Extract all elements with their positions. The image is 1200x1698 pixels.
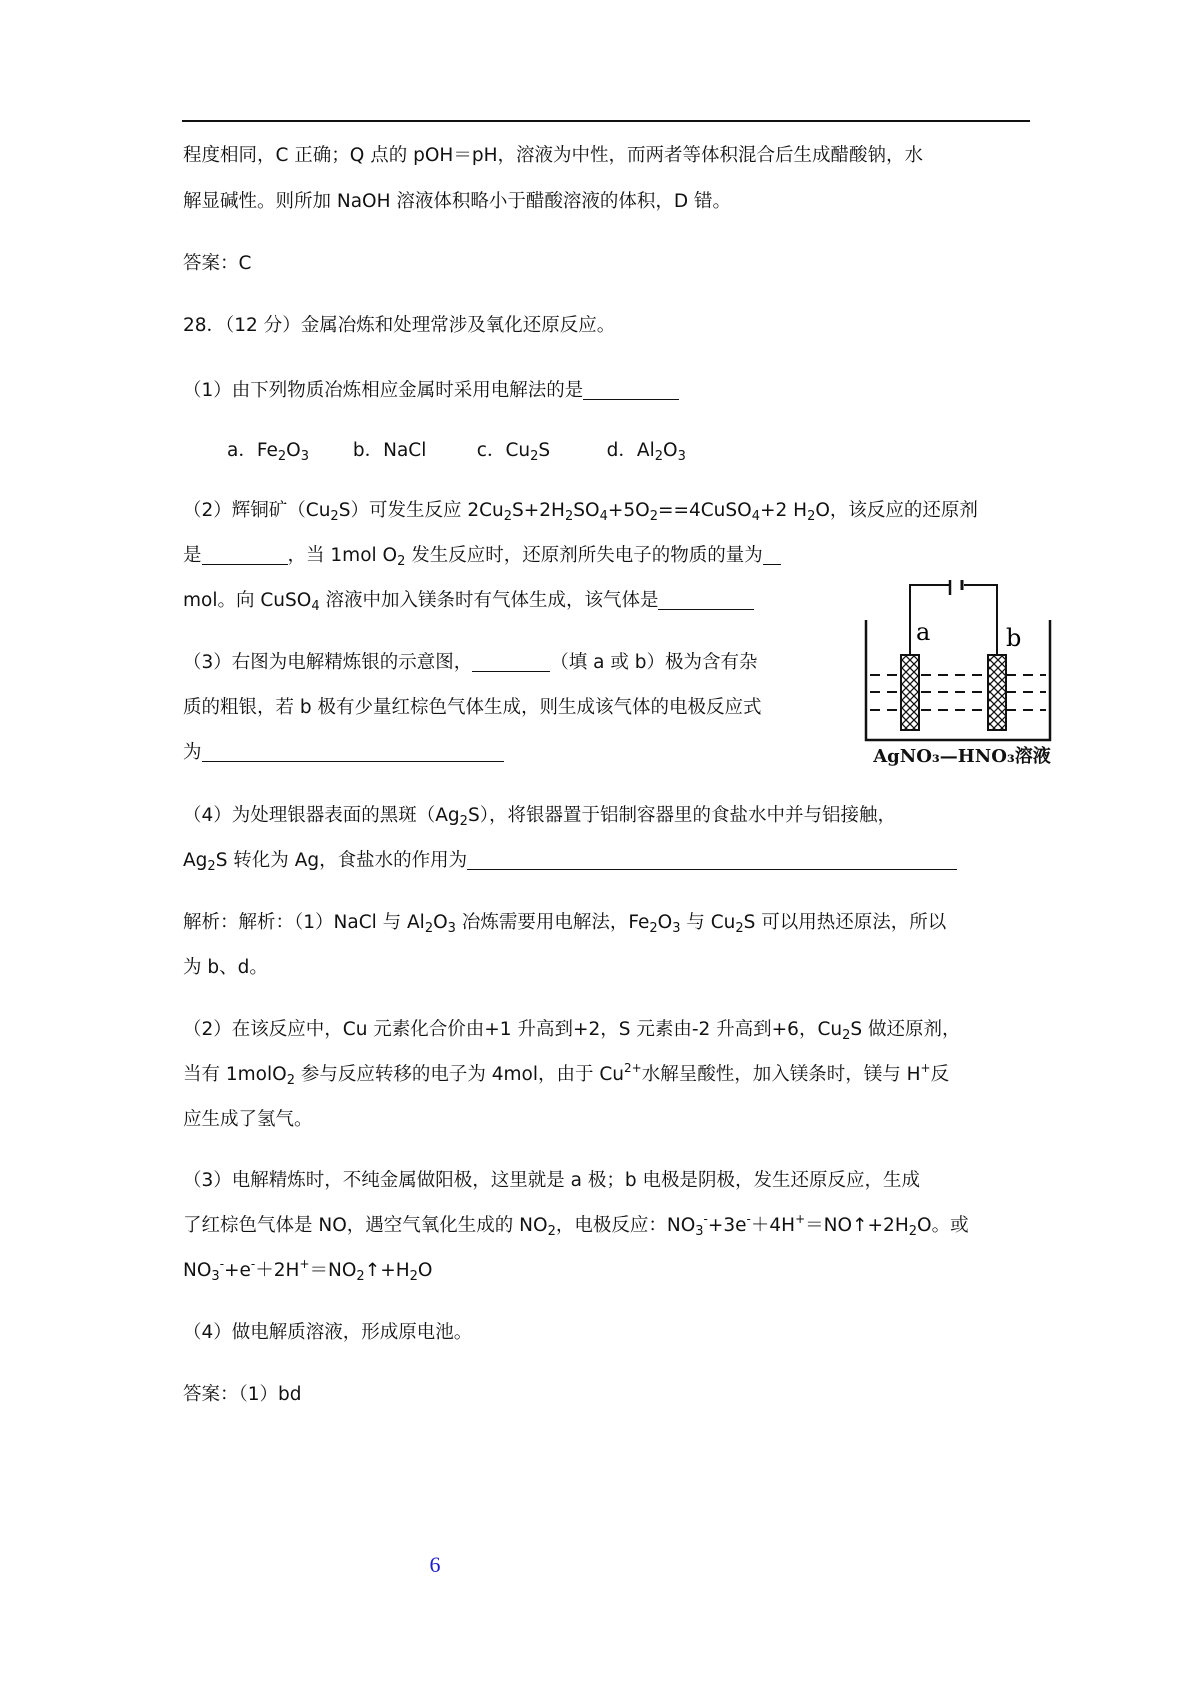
text-span: 与 Cu [680, 912, 736, 933]
subscript: 2 [654, 449, 663, 464]
text-span: （3）右图为电解精炼银的示意图， [183, 652, 473, 673]
text-span: O，该反应的还原剂 [815, 500, 978, 521]
option-text: S [538, 440, 551, 461]
subscript: 2 [207, 859, 216, 874]
question-part-3 [183, 650, 758, 676]
text-line: 质的粗银，若 b 极有少量红棕色气体生成，则生成该气体的电极反应式 [183, 697, 762, 718]
text-span: O [433, 912, 448, 933]
electrode-a [901, 655, 919, 730]
analysis-line [183, 1213, 969, 1239]
answer-blank [583, 379, 679, 400]
text-span: 解析：解析：（1）NaCl 与 Al [183, 912, 425, 933]
text-line: 为 b、d。 [183, 957, 268, 978]
subscript: 2 [424, 921, 434, 936]
text-span: SO [573, 500, 600, 521]
text-line: 解显碱性。则所加 NaOH 溶液体积略小于醋酸溶液的体积，D 错。 [183, 191, 732, 212]
text-line: 程度相同，C 正确；Q 点的 pOH＝pH，溶液为中性，而两者等体积混合后生成醋酸钠，水 [183, 145, 923, 166]
option-c [477, 438, 601, 464]
subscript: 3 [447, 921, 456, 936]
page-number: 6 [429, 1552, 441, 1577]
text-span: O [417, 1260, 433, 1281]
text-span: ＝NO [309, 1260, 357, 1281]
text-span: ＋4H [750, 1215, 796, 1236]
superscript: 2+ [624, 1061, 642, 1075]
text-span: ＝NO↑+2H [805, 1215, 909, 1236]
subscript: 2 [409, 1269, 418, 1284]
answer-blank [763, 544, 781, 565]
answer-blank [658, 589, 754, 610]
text-span: S+2H [512, 500, 565, 521]
subscript: 2 [286, 1073, 295, 1088]
superscript: + [299, 1257, 310, 1271]
option-b [353, 438, 471, 464]
text-span: S 做还原剂， [850, 1019, 961, 1040]
superscript: - [703, 1212, 708, 1226]
text-span: （1）由下列物质冶炼相应金属时采用电解法的是 [183, 380, 584, 401]
option-d [607, 438, 686, 464]
text-span: （填 a 或 b）极为含有杂 [550, 652, 758, 673]
text-span: O。或 [917, 1215, 969, 1236]
subscript: 3 [300, 449, 309, 464]
subscript: 2 [649, 509, 658, 524]
question-part-4 [183, 803, 896, 829]
text-span: 冶炼需要用电解法，Fe [455, 912, 650, 933]
subscript: 4 [599, 509, 608, 524]
superscript: + [920, 1061, 931, 1075]
answer-blank [472, 651, 550, 672]
text-span: ==4CuSO [657, 500, 752, 521]
answer-blank [202, 544, 288, 565]
text-span: （2）辉铜矿（Cu [183, 500, 331, 521]
wire [964, 585, 997, 655]
electrode-b-label: b [1006, 624, 1022, 652]
subscript: 3 [672, 921, 681, 936]
text-span: O [657, 912, 673, 933]
option-text: O [286, 440, 301, 461]
text-span: ，当 1mol O [287, 545, 398, 566]
subscript: 4 [311, 599, 320, 614]
container [866, 620, 1050, 740]
answer-line: 答案：C [183, 253, 252, 274]
options-row [227, 438, 686, 464]
text-span: （2）在该反应中，Cu 元素化合价由+1 升高到+2，S 元素由-2 升高到+6，Cu [183, 1019, 843, 1040]
question-part-1 [183, 378, 679, 404]
superscript: - [250, 1257, 256, 1271]
text-span: 是 [183, 545, 202, 566]
subscript: 2 [397, 554, 406, 569]
superscript: - [219, 1257, 225, 1271]
text-span: ＋2H [255, 1260, 300, 1281]
question-part-2-cont [183, 588, 754, 614]
analysis-line [183, 1017, 961, 1043]
solution-level [870, 675, 1046, 710]
text-span: 了红棕色气体是 NO，遇空气氧化生成的 NO [183, 1215, 548, 1236]
text-line: 应生成了氢气。 [183, 1109, 313, 1130]
analysis-line [183, 910, 946, 936]
text-span: 参与反应转移的电子为 4mol，由于 Cu [294, 1064, 625, 1085]
question-part-3-cont [183, 740, 504, 766]
text-span: 溶液中加入镁条时有气体生成，该气体是 [319, 590, 659, 611]
subscript: 3 [677, 449, 686, 464]
text-span: 发生反应时，还原剂所失电子的物质的量为 [405, 545, 763, 566]
text-span: S），将银器置于铝制容器里的食盐水中并与铝接触， [467, 805, 896, 826]
text-span: ↑+H [364, 1260, 410, 1281]
question-part-4-cont [183, 848, 957, 874]
text-span: Ag [183, 850, 208, 871]
subscript: 2 [649, 921, 658, 936]
text-span: 当有 1molO [183, 1064, 287, 1085]
text-span: NO [183, 1260, 212, 1281]
analysis-line [183, 1062, 949, 1088]
subscript: 3 [211, 1269, 220, 1284]
subscript: 2 [908, 1224, 918, 1239]
electrode-b [988, 655, 1006, 730]
figure-caption: AgNO₃—HNO₃溶液 [873, 746, 1051, 767]
text-line: （4）做电解质溶液，形成原电池。 [183, 1322, 473, 1343]
electrolysis-diagram [862, 580, 1062, 760]
subscript: 4 [751, 509, 760, 524]
answer-line: 答案：（1）bd [183, 1384, 302, 1405]
answer-blank [467, 849, 957, 870]
question-title: 28．（12 分）金属冶炼和处理常涉及氧化还原反应。 [183, 315, 616, 336]
option-a [227, 438, 347, 464]
text-line: （3）电解精炼时，不纯金属做阳极，这里就是 a 极；b 电极是阴极，发生还原反应，生成 [183, 1170, 920, 1191]
text-span: 水解呈酸性，加入镁条时，镁与 H [641, 1064, 921, 1085]
text-span: 为 [183, 742, 202, 763]
subscript: 2 [356, 1269, 365, 1284]
question-part-2-cont [183, 543, 781, 569]
option-text: a．Fe [227, 440, 278, 461]
text-span: +3e [707, 1215, 747, 1236]
header-rule [182, 120, 1030, 122]
question-part-2 [183, 498, 978, 524]
subscript: 2 [330, 509, 339, 524]
subscript: 3 [695, 1224, 704, 1239]
text-span: +5O [607, 500, 650, 521]
option-text: b．NaCl [352, 440, 427, 461]
subscript: 2 [842, 1028, 851, 1043]
superscript: + [795, 1212, 806, 1226]
superscript: - [746, 1212, 751, 1226]
subscript: 2 [547, 1224, 556, 1239]
option-text: d．Al [606, 440, 655, 461]
text-span: +e [224, 1260, 251, 1281]
text-span: S）可发生反应 2Cu [338, 500, 504, 521]
subscript: 2 [735, 921, 744, 936]
text-span: S 可以用热还原法，所以 [743, 912, 947, 933]
subscript: 2 [459, 814, 468, 829]
option-text: O [663, 440, 678, 461]
text-span: 反 [930, 1064, 950, 1085]
subscript: 2 [530, 449, 539, 464]
subscript: 2 [807, 509, 816, 524]
subscript: 2 [564, 509, 574, 524]
text-span: mol。向 CuSO [183, 590, 312, 611]
text-span: ，电极反应：NO [555, 1215, 696, 1236]
analysis-line [183, 1258, 432, 1284]
electrode-a-label: a [916, 618, 931, 646]
subscript: 2 [277, 449, 287, 464]
subscript: 2 [503, 509, 513, 524]
text-span: +2 H [759, 500, 808, 521]
text-span: S 转化为 Ag，食盐水的作用为 [215, 850, 468, 871]
text-span: （4）为处理银器表面的黑斑（Ag [183, 805, 460, 826]
option-text: c．Cu [476, 440, 531, 461]
answer-blank [202, 741, 504, 762]
